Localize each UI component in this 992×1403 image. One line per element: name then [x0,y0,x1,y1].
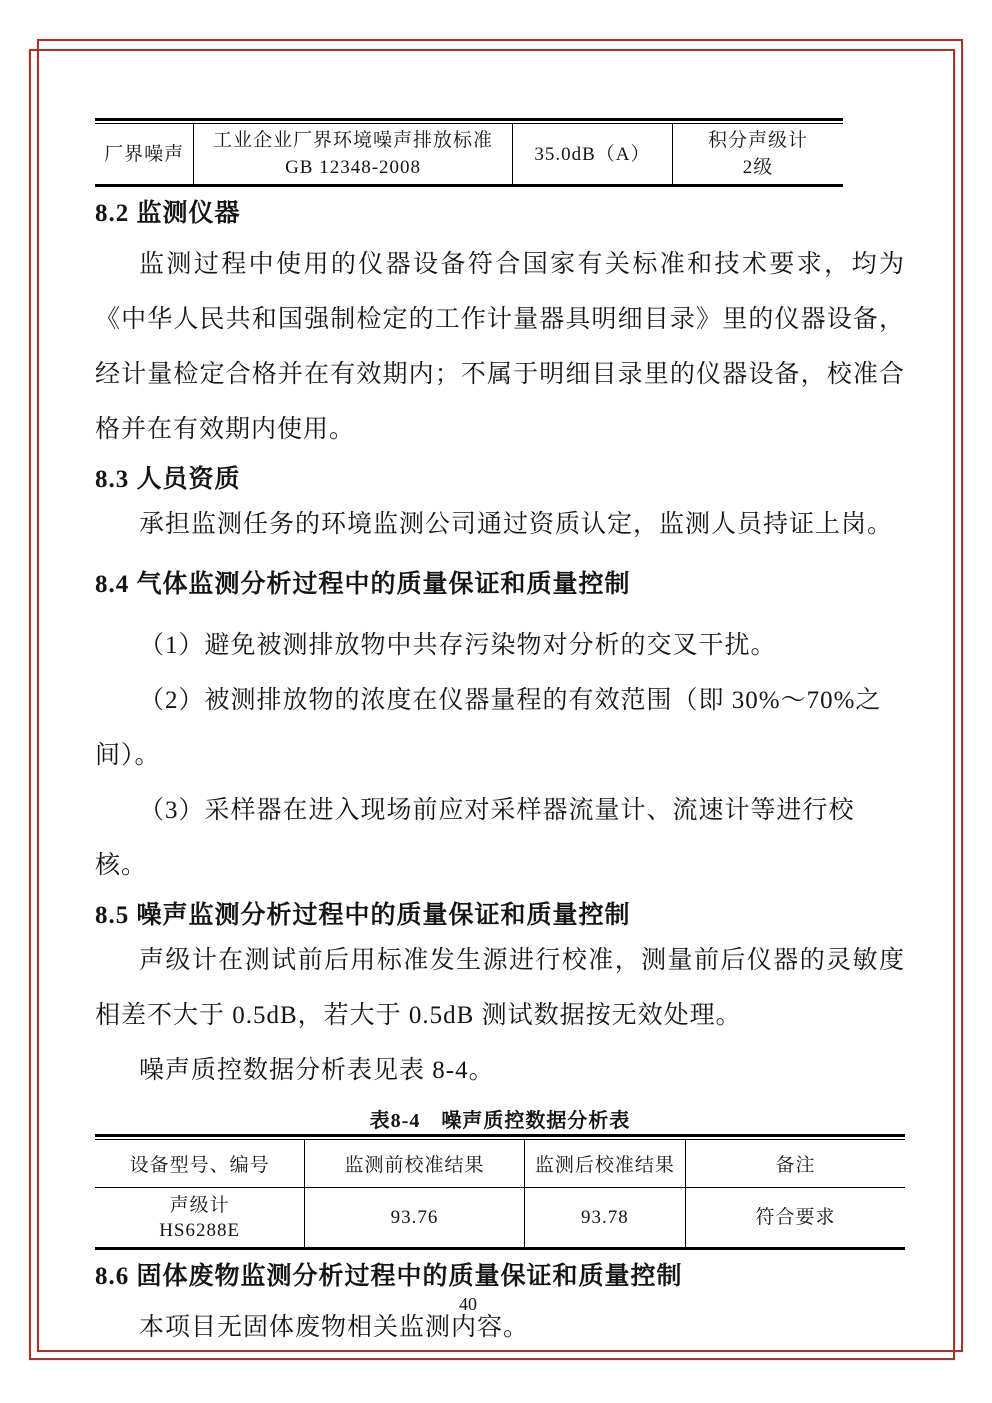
cell-limit-value [512,124,672,186]
paragraph-8-5-1: 声级计在测试前后用标准发生源进行校准，测量前后仪器的灵敏度相差不大于 0.5dB，若大于 0.5dB 测试数据按无效处理。 [95,947,905,1029]
limit-value: 35.0dB（A） [534,143,651,165]
cell-instrument [672,124,843,186]
page-number: 40 [459,1294,477,1314]
paragraph-8-6: 本项目无固体废物相关监测内容。 [139,1314,530,1341]
table-row [95,124,843,186]
standard-code: GB 12348-2008 [285,157,422,178]
table-data-row [95,1188,905,1249]
table-header-row [95,1140,905,1188]
continued-table [95,118,843,187]
list-item-3: （3）采样器在进入现场前应对采样器流量计、流速计等进行校核。 [95,797,855,879]
noise-type-label: 厂界噪声 [104,143,185,165]
qa-list [95,618,905,893]
list-item-2: （2）被测排放物的浓度在仪器量程的有效范围（即 30%～70%之间）。 [95,687,882,769]
section-heading-8-4: 8.4 气体监测分析过程中的质量保证和质量控制 [95,571,631,598]
paragraph-8-3: 承担监测任务的环境监测公司通过资质认定，监测人员持证上岗。 [139,511,894,538]
header-device: 设备型号、编号 [129,1155,270,1176]
page-content [95,0,905,1355]
section-heading-8-5: 8.5 噪声监测分析过程中的质量保证和质量控制 [95,902,631,929]
device-name: 声级计 [169,1194,230,1216]
instrument-name: 积分声级计 [707,130,808,151]
cell-device [95,1188,305,1249]
cell-pre-result: 93.76 [305,1188,525,1249]
instrument-class: 2级 [742,157,774,178]
section-heading-8-6: 8.6 固体废物监测分析过程中的质量保证和质量控制 [95,1263,683,1290]
paragraph-8-5-2: 噪声质控数据分析表见表 8-4。 [139,1057,495,1084]
section-heading-8-2: 8.2 监测仪器 [95,200,241,227]
header-post-calibration: 监测后校准结果 [524,1140,685,1188]
header-pre-calibration: 监测前校准结果 [305,1140,525,1188]
cell-standard [194,124,513,186]
list-item-1: （1）避免被测排放物中共存污染物对分析的交叉干扰。 [139,632,777,659]
table-8-4-caption: 表8-4 噪声质控数据分析表 [369,1110,631,1132]
paragraph-8-2: 监测过程中使用的仪器设备符合国家有关标准和技术要求，均为《中华人民共和国强制检定的工作计量器具明细目录》里的仪器设备，经计量检定合格并在有效期内；不属于明细目录里的仪器设备，校准合格并在有效期内使用。 [95,251,905,443]
cell-noise-type [95,124,194,186]
header-remark: 备注 [685,1140,905,1188]
cell-remark: 符合要求 [685,1188,905,1249]
standard-name: 工业企业厂界环境噪声排放标准 [213,130,494,151]
table-8-4 [95,1134,905,1250]
section-heading-8-3: 8.3 人员资质 [95,466,241,493]
device-model: HS6288E [159,1219,241,1241]
cell-post-result: 93.78 [524,1188,685,1249]
